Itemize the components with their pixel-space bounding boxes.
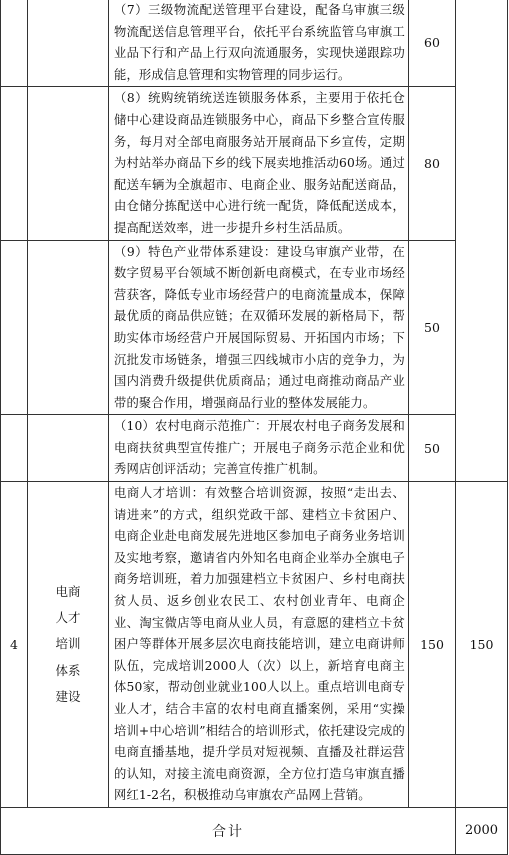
table-row xyxy=(1,87,508,240)
item-amount: 150 xyxy=(409,482,456,808)
item-amount: 80 xyxy=(409,87,456,240)
item-amount: 50 xyxy=(409,415,456,482)
item-name-line: 人才 xyxy=(55,609,81,625)
item-amount: 60 xyxy=(409,0,456,87)
item-name-line: 体系 xyxy=(55,662,81,678)
item-description: 电商人才培训：有效整合培训资源，按照“走出去、请进来”的方式，组织党政干部、建档立卡贫困户、电商企业赴电商发展先进地区参加电子商务业务培训及实地考察，邀请省内外知名电商企业举办全旗电子商务培训班，着力加强建档立卡贫困户、乡村电商扶贫人员、返乡创业农民工、农村创业青年、电商企业、淘宝微店等电商从业人员，有意愿的建档立卡贫困户等群体开展多层次电商技能培训，建立电商讲师队伍，完成培训2000人（次）以上，新培育电商主体50家，帮动创业就业100人以上。重点培训电商专业人才，结合丰富的农村电商直播案例，采用“实操培训+中心培训”相结合的培训形式，依托建设完成的电商直播基地，提升学员对短视频、直播及社群运营的认知，对接主流电商资源，全方位打造乌审旗直播网红1-2名，积极推动乌审旗农产品网上营销。 xyxy=(109,482,409,808)
total-row xyxy=(1,807,508,854)
item-name-line: 电商 xyxy=(55,583,81,599)
table-row xyxy=(1,415,508,482)
item-total: 150 xyxy=(456,482,508,808)
table-row xyxy=(1,240,508,415)
item-description: （7）三级物流配送管理平台建设，配备乌审旗三级物流配送信息管理平台，依托平台系统监管乌审旗工业品下行和产品上行双向流通服务，实现快递跟踪功能，形成信息管理和实物管理的同步运行。 xyxy=(109,0,409,87)
item-description: （10）农村电商示范推广：开展农村电子商务发展和电商扶贫典型宣传推广；开展电子商务示范企业和优秀网店创评活动；完善宣传推广机制。 xyxy=(109,415,409,482)
table-row xyxy=(1,0,508,87)
total-label: 合计 xyxy=(1,807,456,854)
item-name-line: 建设 xyxy=(55,689,81,705)
item-name xyxy=(28,482,109,808)
item-name-line: 培训 xyxy=(55,636,81,652)
item-description: （8）统购统销统送连锁服务体系，主要用于依托仓储中心建设商品连锁服务中心，商品下乡整合宣传服务，每月对全部电商服务站开展商品下乡宣传，定期为村站举办商品下乡的线下展卖地推活动60场。通过配送车辆为全旗超市、电商企业、服务站配送商品，由仓储分拣配送中心进行统一配货，降低配送成本，提高配送效率，进一步提升乡村生活品质。 xyxy=(109,87,409,240)
item-amount: 50 xyxy=(409,240,456,415)
total-value: 2000 xyxy=(456,807,508,854)
item-index: 4 xyxy=(1,482,28,808)
table-row xyxy=(1,482,508,808)
item-description: （9）特色产业带体系建设：建设乌审旗产业带，在数字贸易平台领域不断创新电商模式，在专业市场经营获客，降低专业市场经营户的电商流量成本，保障最优质的商品供应链；在双循环发展的新格局下，帮助实体市场经营户开展国际贸易、开拓国内市场；下沉批发市场链条，增强三四线城市小店的竞争力，为国内消费升级提供优质商品；通过电商推动商品产业带的聚合作用，增强商品行业的整体发展能力。 xyxy=(109,240,409,415)
